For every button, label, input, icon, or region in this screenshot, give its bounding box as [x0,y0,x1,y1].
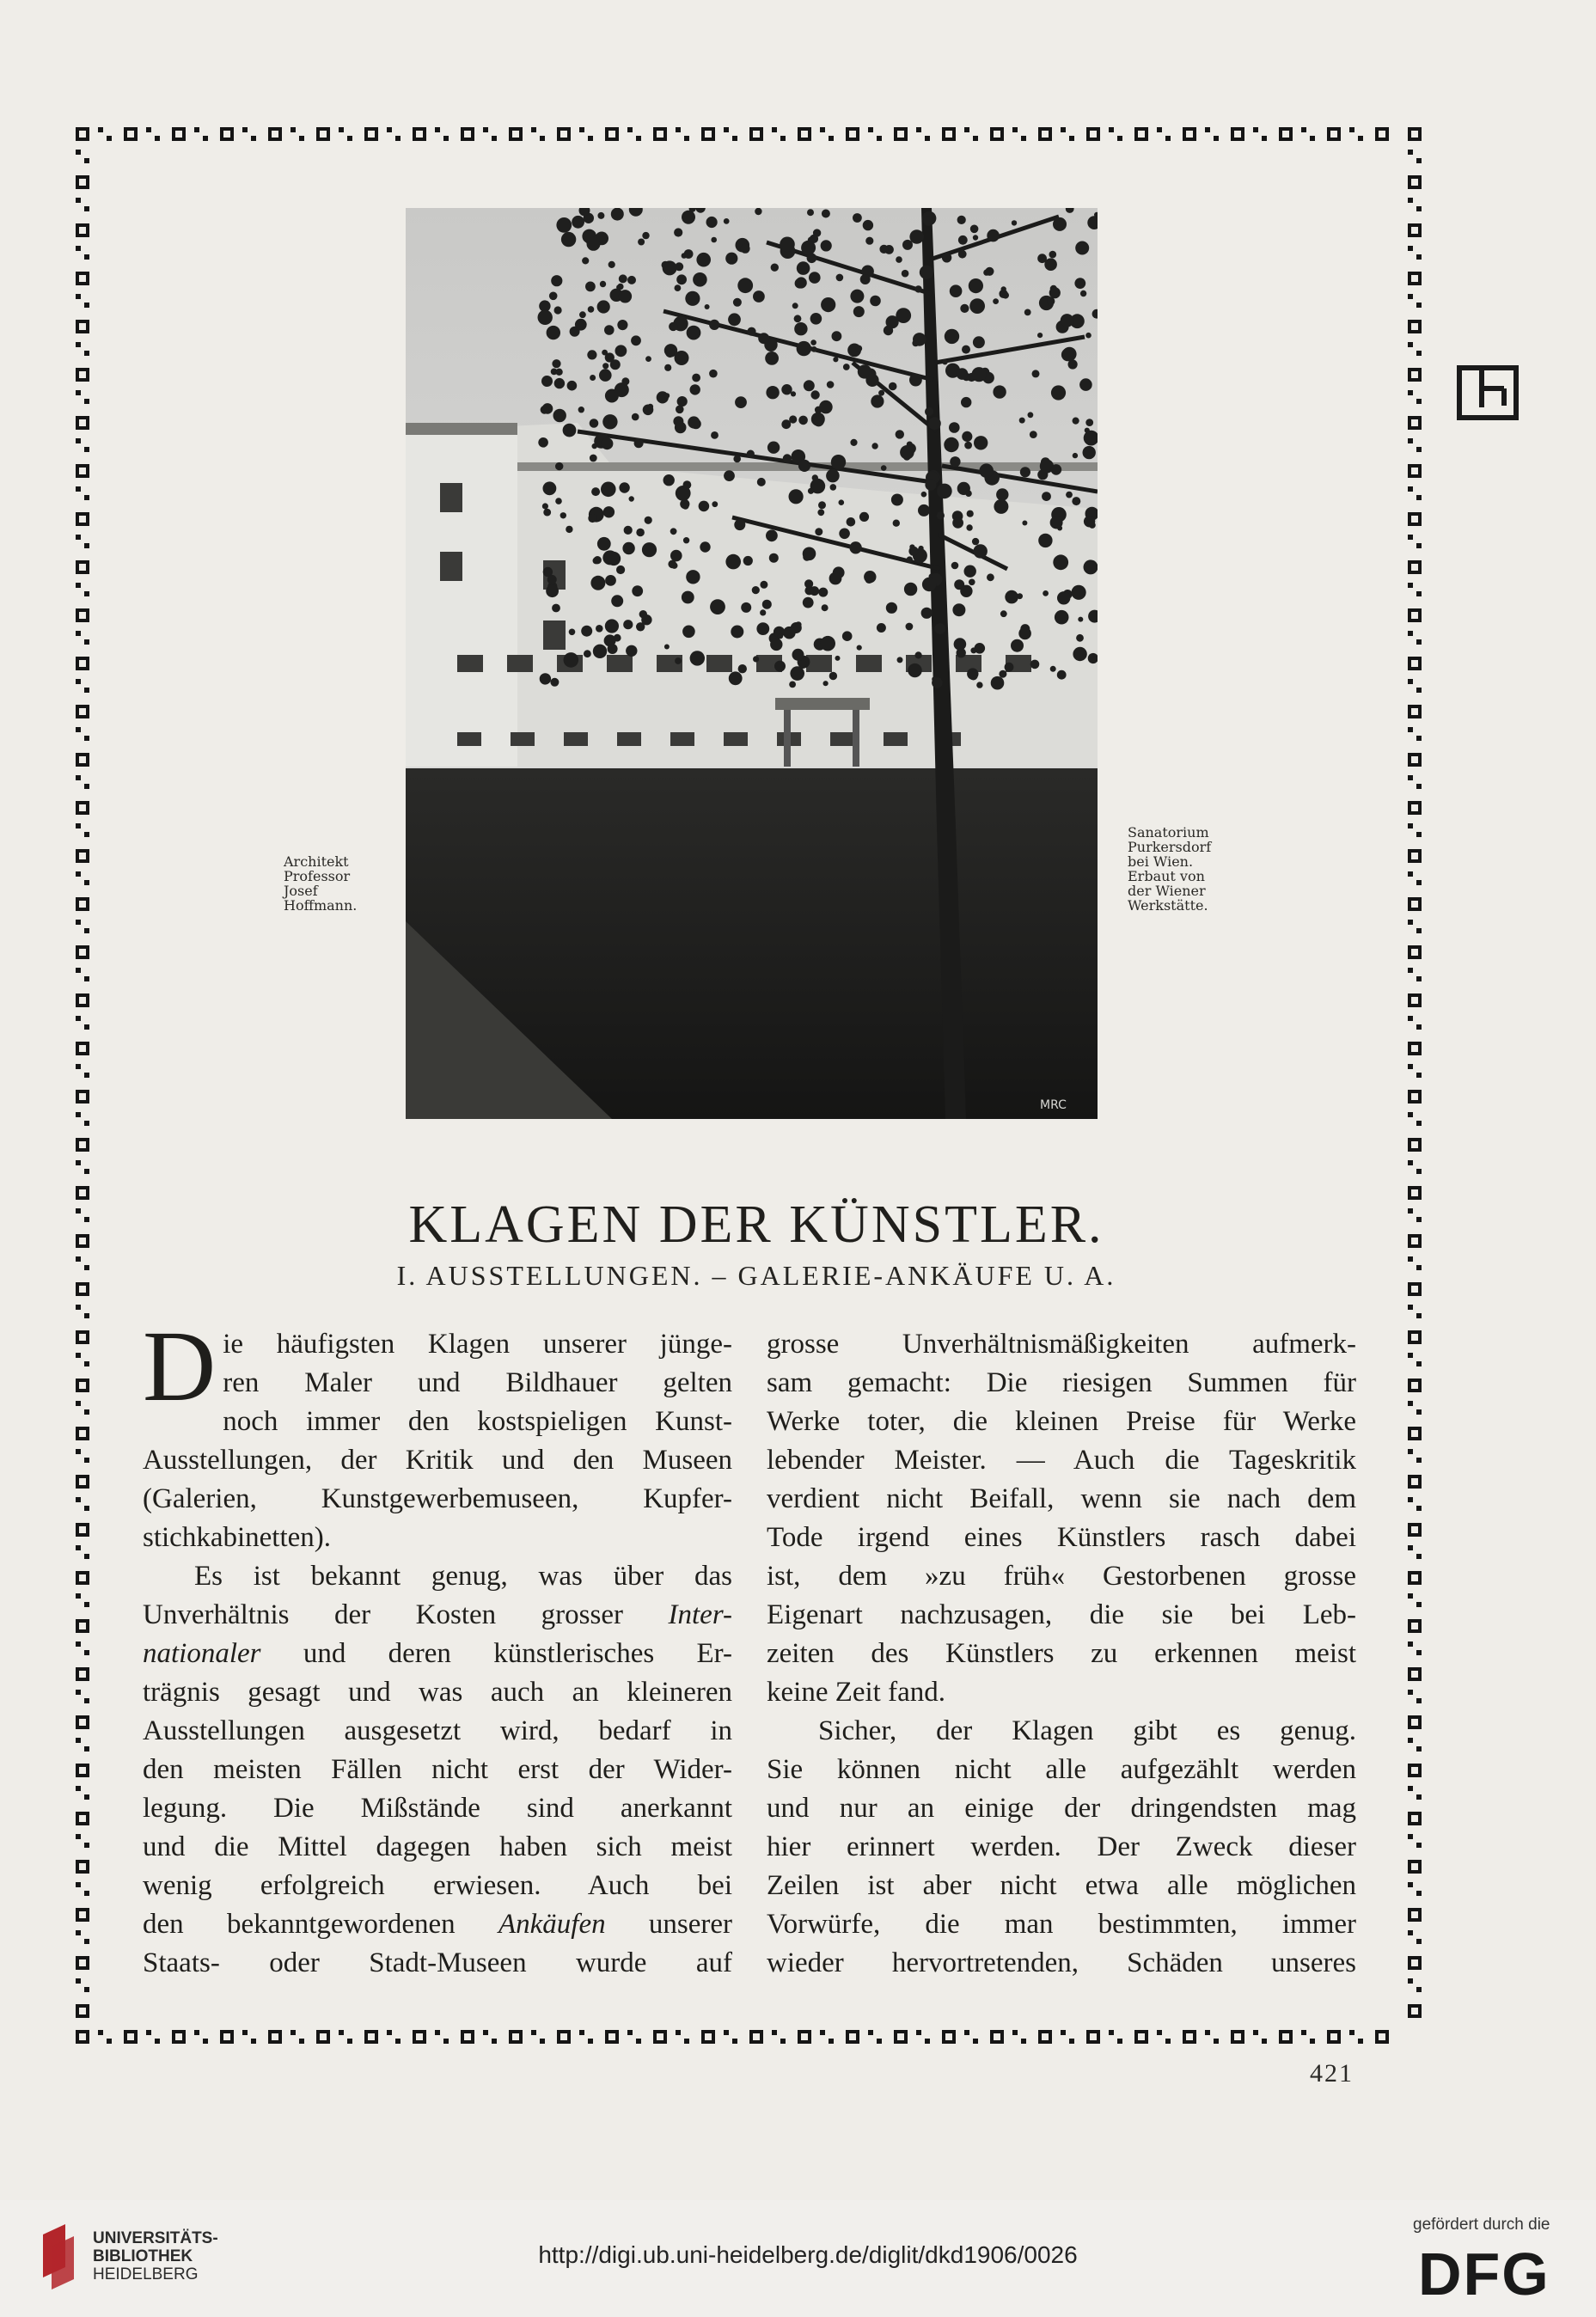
text-line: Unverhältnis der Kosten grosser Inter- [143,1599,732,1630]
text-line: Tode irgend eines Künstlers rasch dabei [767,1522,1356,1553]
caption-line: der Wiener [1128,883,1206,899]
caption-line: Purkersdorf [1128,839,1212,855]
university-library-name [93,2229,218,2283]
caption-line: bei Wien. [1128,853,1194,870]
text-line: Ausstellungen, der Kritik und den Museen [143,1445,732,1476]
text-line: ie häufigsten Klagen unserer jünge- [223,1329,732,1360]
monogram-ornament-icon [1456,364,1521,423]
text-line: lebender Meister. — Auch die Tageskritik [767,1445,1356,1476]
photo-monogram: MRC [1040,1098,1067,1112]
caption-line: Sanatorium [1128,824,1209,841]
text-line: grosse Unverhältnismäßigkeiten aufmerk- [767,1329,1356,1360]
caption-line: Josef [284,883,318,899]
text-line: Staats- oder Stadt-Museen wurde auf [143,1947,732,1978]
permalink-url[interactable]: http://digi.ub.uni-heidelberg.de/diglit/dkd1906/0026 [538,2241,1078,2268]
text-line: ist, dem »zu früh« Gestorbenen grosse [767,1561,1356,1592]
text-line: Werke toter, die kleinen Preise für Werke [767,1406,1356,1437]
text-line: keine Zeit fand. [767,1677,945,1708]
library-line: UNIVERSITÄTS- [93,2229,218,2247]
text-line: wenig erfolgreich erwiesen. Auch bei [143,1870,732,1901]
caption-architect [284,854,357,913]
text-line: Sicher, der Klagen gibt es genug. [818,1715,1356,1746]
university-library-logo-icon[interactable] [40,2222,77,2291]
text-line: und die Mittel dagegen haben sich meist [143,1831,732,1862]
text-line: wieder hervortretenden, Schäden unseres [767,1947,1356,1978]
text-column-left [143,1310,732,1983]
caption-building [1128,825,1211,913]
text-line: stichkabinetten). [143,1522,332,1553]
text-line: den bekanntgewordenen Ankäufen unserer [143,1909,732,1940]
text-line: Es ist bekannt genug, was über das [194,1561,732,1592]
library-line: BIBLIOTHEK [93,2247,193,2265]
caption-line: Werkstätte. [1128,897,1208,914]
text-line: Sie können nicht alle aufgezählt werden [767,1754,1356,1785]
drop-capital: D [143,1310,217,1422]
text-line: und nur an einige der dringendsten mag [767,1793,1356,1824]
text-line: zeiten des Künstlers zu erkennen meist [767,1638,1356,1669]
text-line: verdient nicht Beifall, wenn sie nach dem [767,1483,1356,1514]
library-line: HEIDELBERG [93,2265,199,2283]
text-line: trägnis gesagt und was auch an kleineren [143,1677,732,1708]
caption-line: Erbaut von [1128,868,1205,884]
caption-line: Professor [284,868,351,884]
text-line: nationaler und deren künstlerisches Er- [143,1638,732,1669]
page-number: 421 [1310,2059,1354,2088]
dfg-logo[interactable]: DFG [1418,2241,1550,2308]
article-subtitle: I. AUSSTELLUNGEN. – GALERIE-ANKÄUFE U. A. [396,1260,1116,1291]
text-line: (Galerien, Kunstgewerbemuseen, Kupfer- [143,1483,732,1514]
funding-note: gefördert durch die [1413,2216,1550,2234]
text-line: Ausstellungen ausgesetzt wird, bedarf in [143,1715,732,1746]
text-line: noch immer den kostspieligen Kunst- [223,1406,732,1437]
text-line: sam gemacht: Die riesigen Summen für [767,1367,1356,1398]
text-column-right [767,1325,1356,1983]
caption-line: Hoffmann. [284,897,358,914]
text-line: Eigenart nachzusagen, die sie bei Leb- [767,1599,1356,1630]
caption-line: Architekt [284,853,349,870]
sanatorium-photograph [406,208,1098,1119]
text-line: den meisten Fällen nicht erst der Wider- [143,1754,732,1785]
text-line: Zeilen ist aber nicht etwa alle möglichen [767,1870,1356,1901]
text-line: ren Maler und Bildhauer gelten [223,1367,732,1398]
text-line: Vorwürfe, die man bestimmten, immer [767,1909,1356,1940]
text-line: legung. Die Mißstände sind anerkannt [143,1793,732,1824]
article-title: KLAGEN DER KÜNSTLER. [408,1195,1104,1254]
text-line: hier erinnert werden. Der Zweck dieser [767,1831,1356,1862]
